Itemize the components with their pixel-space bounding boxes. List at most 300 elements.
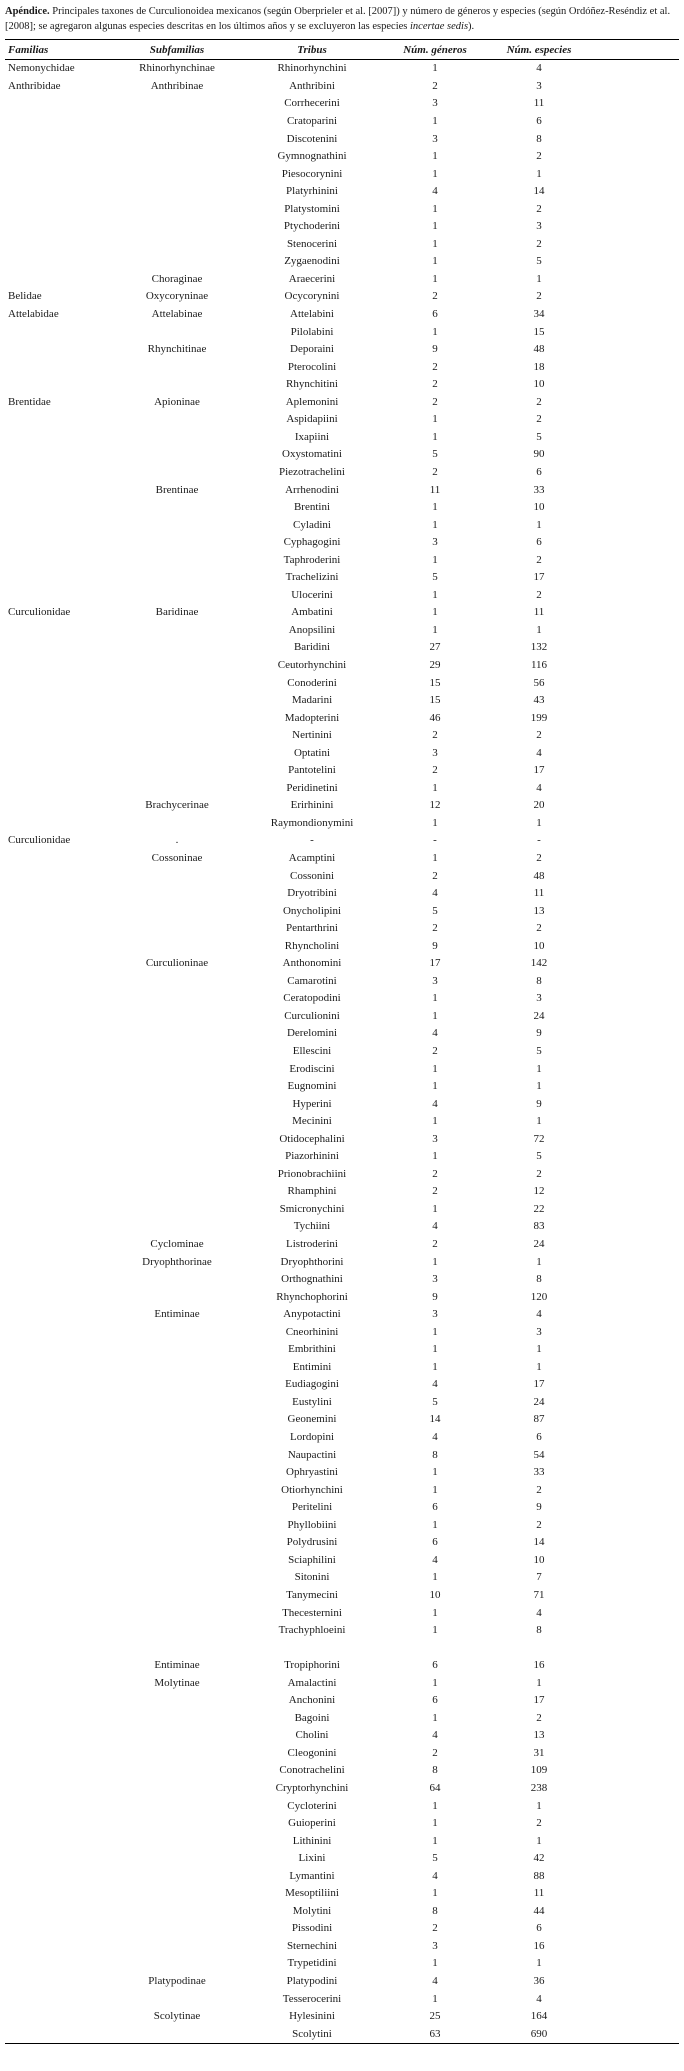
- cell-filler: [595, 797, 679, 815]
- cell-tribu: Geonemini: [287, 1413, 337, 1426]
- cell-familia: [5, 1710, 117, 1728]
- cell-num-generos: 6: [432, 1536, 438, 1549]
- caption-incertae-sedis: incertae sedis: [410, 20, 469, 32]
- cell-tribu: Pilolabini: [290, 325, 334, 338]
- cell-subfamilia: [117, 1850, 237, 1868]
- cell-familia: [5, 1043, 117, 1061]
- cell-familia: [5, 1868, 117, 1886]
- cell-subfamilia: [117, 166, 237, 184]
- cell-familia: Brentidae: [8, 395, 51, 408]
- cell-filler: [595, 832, 679, 850]
- cell-familia: Belidae: [8, 290, 42, 303]
- cell-tribu: Anypotactini: [283, 1308, 341, 1321]
- cell-subfamilia: [117, 1955, 237, 1973]
- cell-familia: [5, 710, 117, 728]
- cell-num-especies: 1: [536, 1115, 542, 1128]
- cell-filler: [595, 359, 679, 377]
- cell-filler: [595, 1429, 679, 1447]
- cell-subfamilia: [117, 429, 237, 447]
- cell-tribu: Araecerini: [288, 272, 336, 285]
- table-row: [5, 797, 679, 815]
- cell-num-generos: 1: [432, 1466, 438, 1479]
- cell-tribu: Scolytini: [292, 2027, 332, 2040]
- table-row: [5, 1973, 679, 1991]
- table-row: [5, 1324, 679, 1342]
- cell-familia: [5, 1131, 117, 1149]
- cell-subfamilia: [117, 1394, 237, 1412]
- cell-num-especies: 5: [536, 1045, 542, 1057]
- table-row: [5, 762, 679, 780]
- cell-tribu: Raymondionymini: [270, 816, 354, 829]
- cell-familia: [5, 148, 117, 166]
- cell-familia: [5, 1569, 117, 1587]
- cell-familia: [5, 1640, 117, 1658]
- table-row: [5, 446, 679, 464]
- cell-tribu: Trachyphloeini: [278, 1624, 346, 1637]
- table-row: [5, 1183, 679, 1201]
- cell-filler: [595, 762, 679, 780]
- cell-subfamilia: [117, 587, 237, 605]
- cell-num-especies: 1: [536, 1080, 542, 1093]
- cell-filler: [595, 1850, 679, 1868]
- table-row: [5, 973, 679, 991]
- table-row: [5, 376, 679, 394]
- cell-familia: [5, 1727, 117, 1745]
- cell-num-especies: 11: [533, 97, 545, 110]
- cell-num-generos: 2: [432, 1045, 438, 1057]
- table-row: [5, 183, 679, 201]
- cell-tribu: Lithinini: [292, 1834, 332, 1847]
- cell-subfamilia: Entiminae: [154, 1308, 200, 1321]
- cell-tribu: Platypodini: [286, 1974, 338, 1987]
- table-row: [5, 1411, 679, 1429]
- cell-filler: [595, 1991, 679, 2009]
- cell-subfamilia: [117, 1517, 237, 1535]
- cell-tribu: Aspidapiini: [286, 413, 338, 426]
- cell-subfamilia: [117, 131, 237, 149]
- cell-subfamilia: [117, 534, 237, 552]
- cell-filler: [595, 1464, 679, 1482]
- table-row: [5, 341, 679, 359]
- cell-num-especies: 2: [536, 729, 542, 742]
- cell-subfamilia: [117, 1482, 237, 1500]
- cell-num-generos: 6: [432, 308, 438, 321]
- cell-filler: [595, 446, 679, 464]
- cell-num-especies: 13: [533, 1729, 545, 1742]
- cell-num-especies: 24: [533, 1395, 545, 1408]
- cell-familia: [5, 868, 117, 886]
- cell-filler: [595, 938, 679, 956]
- cell-filler: [595, 1183, 679, 1201]
- cell-num-especies: 2: [536, 237, 542, 250]
- table-row: [5, 1271, 679, 1289]
- cell-familia: [5, 1657, 117, 1675]
- cell-filler: [595, 60, 679, 78]
- cell-subfamilia: [117, 218, 237, 236]
- cell-filler: [595, 1517, 679, 1535]
- cell-filler: [595, 288, 679, 306]
- cell-subfamilia: Curculioninae: [145, 957, 209, 970]
- table-row: [5, 1675, 679, 1693]
- cell-tribu: Anopsilini: [288, 623, 336, 636]
- table-row: [5, 1569, 679, 1587]
- cell-num-generos: 5: [432, 448, 438, 461]
- cell-filler: [595, 1411, 679, 1429]
- cell-filler: [595, 1920, 679, 1938]
- cell-subfamilia: [117, 1745, 237, 1763]
- cell-num-generos: 1: [432, 992, 438, 1005]
- table-row: [5, 1657, 679, 1675]
- cell-tribu: Tropiphorini: [284, 1659, 340, 1672]
- table-row: [5, 288, 679, 306]
- cell-tribu: Conoderini: [287, 676, 337, 689]
- table-row: [5, 306, 679, 324]
- cell-num-generos: 1: [432, 1606, 438, 1619]
- cell-tribu: Dryotribini: [287, 887, 337, 900]
- cell-num-generos: 4: [432, 1431, 438, 1444]
- cell-familia: [5, 1411, 117, 1429]
- cell-num-especies: 13: [533, 904, 545, 917]
- cell-subfamilia: Baridinae: [155, 606, 199, 619]
- cell-familia: [5, 1394, 117, 1412]
- cell-num-especies: [483, 1640, 595, 1658]
- cell-filler: [595, 1675, 679, 1693]
- cell-familia: [5, 534, 117, 552]
- cell-num-generos: 2: [432, 290, 438, 303]
- table-row: [5, 1376, 679, 1394]
- cell-subfamilia: [117, 1762, 237, 1780]
- table-row: [5, 1745, 679, 1763]
- table-row: [5, 359, 679, 377]
- table-row: [5, 1587, 679, 1605]
- cell-num-generos: 1: [432, 1676, 438, 1689]
- cell-tribu: Eugnomini: [287, 1080, 337, 1093]
- cell-num-generos: 1: [432, 1571, 438, 1584]
- table-row: [5, 1096, 679, 1114]
- cell-num-especies: 1: [536, 1799, 542, 1812]
- cell-subfamilia: .: [175, 834, 179, 847]
- cell-num-generos: 2: [432, 922, 438, 935]
- cell-subfamilia: [117, 324, 237, 342]
- cell-filler: [595, 569, 679, 587]
- cell-num-especies: 1: [536, 1062, 542, 1075]
- cell-filler: [595, 1569, 679, 1587]
- cell-subfamilia: [117, 920, 237, 938]
- cell-num-generos: 1: [432, 220, 438, 233]
- cell-num-especies: 2: [536, 202, 542, 215]
- cell-filler: [595, 1552, 679, 1570]
- table-row: [5, 920, 679, 938]
- cell-tribu: Peritelini: [291, 1501, 333, 1514]
- table-row: [5, 832, 679, 850]
- table-row: [5, 95, 679, 113]
- cell-num-especies: 17: [533, 571, 545, 584]
- cell-num-especies: 132: [530, 641, 548, 654]
- cell-tribu: Lixini: [298, 1852, 326, 1865]
- cell-num-generos: 3: [432, 974, 438, 987]
- cell-filler: [595, 675, 679, 693]
- cell-familia: [5, 1218, 117, 1236]
- cell-num-especies: 1: [536, 1676, 542, 1689]
- cell-filler: [595, 657, 679, 675]
- cell-filler: [595, 1534, 679, 1552]
- cell-subfamilia: Rhinorhynchinae: [139, 62, 215, 75]
- table-row: [5, 394, 679, 412]
- cell-subfamilia: [117, 1622, 237, 1640]
- cell-num-especies: 116: [530, 658, 548, 671]
- cell-tribu: Lymantini: [289, 1869, 335, 1882]
- cell-familia: [5, 1920, 117, 1938]
- cell-tribu: Ptychoderini: [283, 220, 341, 233]
- cell-tribu: Ocycorynini: [284, 290, 340, 303]
- cell-subfamilia: [117, 569, 237, 587]
- taxa-table: [5, 39, 679, 2044]
- cell-familia: [5, 1991, 117, 2009]
- cell-filler: [595, 1885, 679, 1903]
- cell-tribu: Oxystomatini: [282, 448, 342, 461]
- table-row: [5, 1517, 679, 1535]
- cell-filler: [595, 1306, 679, 1324]
- cell-tribu: Corrhecerini: [284, 97, 340, 110]
- cell-tribu: Tychiini: [293, 1220, 331, 1233]
- cell-num-generos: 1: [432, 150, 438, 163]
- cell-subfamilia: [117, 1938, 237, 1956]
- cell-num-especies: 2: [536, 1167, 542, 1180]
- cell-filler: [595, 1201, 679, 1219]
- table-row: [5, 1991, 679, 2009]
- cell-num-generos: 1: [432, 202, 438, 215]
- cell-familia: [5, 1692, 117, 1710]
- cell-filler: [595, 1640, 679, 1658]
- cell-num-generos: 5: [432, 1852, 438, 1865]
- cell-num-generos: 2: [432, 1167, 438, 1180]
- cell-num-especies: 31: [533, 1746, 545, 1759]
- cell-filler: [595, 517, 679, 535]
- cell-filler: [595, 1043, 679, 1061]
- cell-tribu: Baridini: [293, 641, 331, 654]
- cell-tribu: Ulocerini: [291, 588, 333, 601]
- table-row: [5, 727, 679, 745]
- cell-tribu: Madopterini: [284, 711, 340, 724]
- cell-familia: [5, 1429, 117, 1447]
- table-row: [5, 990, 679, 1008]
- cell-filler: [595, 1254, 679, 1272]
- cell-tribu: Ellescini: [292, 1045, 332, 1057]
- cell-num-especies: 56: [533, 676, 545, 689]
- cell-num-generos: 1: [432, 62, 438, 75]
- cell-familia: [5, 1885, 117, 1903]
- table-row: [5, 1166, 679, 1184]
- cell-num-generos: 1: [432, 430, 438, 443]
- cell-num-generos: 29: [429, 658, 441, 671]
- cell-tribu: Embrithini: [288, 1343, 336, 1356]
- cell-tribu: Rhyncholini: [284, 939, 340, 952]
- cell-num-generos: 1: [432, 1817, 438, 1830]
- cell-num-generos: 1: [432, 1150, 438, 1163]
- cell-tribu: Conotrachelini: [279, 1764, 345, 1777]
- cell-filler: [595, 218, 679, 236]
- cell-familia: [5, 376, 117, 394]
- cell-subfamilia: [117, 1078, 237, 1096]
- cell-familia: [5, 446, 117, 464]
- cell-familia: [5, 517, 117, 535]
- cell-subfamilia: [117, 517, 237, 535]
- cell-num-especies: 8: [536, 974, 542, 987]
- cell-filler: [595, 815, 679, 833]
- cell-filler: [595, 253, 679, 271]
- cell-tribu: Entimini: [292, 1360, 332, 1373]
- cell-num-generos: 1: [432, 1115, 438, 1128]
- cell-familia: [5, 499, 117, 517]
- cell-num-generos: 3: [432, 1939, 438, 1952]
- cell-num-especies: 1: [536, 518, 542, 531]
- cell-subfamilia: [117, 622, 237, 640]
- cell-filler: [595, 1955, 679, 1973]
- cell-num-especies: 2: [536, 553, 542, 566]
- cell-num-generos: 4: [432, 1027, 438, 1040]
- cell-tribu: Pantotelini: [288, 764, 336, 777]
- cell-num-generos: 1: [432, 1062, 438, 1075]
- cell-num-especies: 1: [536, 816, 542, 829]
- cell-subfamilia: [117, 1148, 237, 1166]
- cell-num-generos: 1: [432, 1518, 438, 1531]
- cell-familia: [5, 1148, 117, 1166]
- cell-tribu: Platystomini: [284, 202, 340, 215]
- cell-subfamilia: Dryophthorinae: [142, 1255, 212, 1268]
- cell-num-especies: 10: [533, 939, 545, 952]
- cell-num-generos: 4: [432, 1378, 438, 1391]
- table-row: [5, 850, 679, 868]
- cell-num-generos: 1: [432, 1957, 438, 1970]
- cell-tribu: Cryptorhynchini: [275, 1781, 349, 1794]
- cell-num-especies: 1: [536, 1957, 542, 1970]
- cell-num-especies: 33: [533, 1466, 545, 1479]
- cell-num-generos: 25: [429, 2010, 441, 2023]
- cell-num-especies: 6: [536, 1431, 542, 1444]
- cell-filler: [595, 1692, 679, 1710]
- cell-tribu: Dryophthorini: [280, 1255, 344, 1268]
- cell-familia: [5, 324, 117, 342]
- cell-familia: [5, 1025, 117, 1043]
- cell-filler: [595, 148, 679, 166]
- cell-tribu: Attelabini: [290, 308, 334, 321]
- cell-familia: [5, 113, 117, 131]
- cell-tribu: Platyrhinini: [286, 185, 338, 198]
- cell-subfamilia: [117, 1376, 237, 1394]
- cell-num-generos: 1: [432, 1255, 438, 1268]
- table-row: [5, 517, 679, 535]
- table-row: [5, 1464, 679, 1482]
- cell-num-generos: 4: [432, 1729, 438, 1742]
- table-row: [5, 1692, 679, 1710]
- cell-subfamilia: [117, 815, 237, 833]
- table-row: [5, 622, 679, 640]
- cell-num-especies: 17: [533, 1694, 545, 1707]
- cell-num-generos: 1: [432, 255, 438, 268]
- cell-num-generos: 1: [432, 606, 438, 619]
- cell-subfamilia: [117, 464, 237, 482]
- table-row: [5, 604, 679, 622]
- cell-filler: [595, 1938, 679, 1956]
- cell-num-generos: 2: [432, 360, 438, 373]
- cell-num-especies: 1: [536, 272, 542, 285]
- cell-subfamilia: [117, 446, 237, 464]
- cell-filler: [595, 1324, 679, 1342]
- cell-tribu: Cossonini: [289, 869, 334, 882]
- cell-familia: [5, 1341, 117, 1359]
- cell-familia: [5, 1675, 117, 1693]
- cell-familia: [5, 1482, 117, 1500]
- cell-filler: [595, 113, 679, 131]
- cell-familia: [5, 341, 117, 359]
- cell-num-especies: 4: [536, 746, 542, 759]
- cell-filler: [595, 850, 679, 868]
- cell-tribu: Cratoparini: [286, 115, 338, 128]
- cell-familia: [5, 1447, 117, 1465]
- cell-num-especies: 238: [530, 1781, 548, 1794]
- cell-num-especies: 14: [533, 185, 545, 198]
- cell-num-especies: 24: [533, 1238, 545, 1251]
- cell-tribu: Ixapiini: [294, 430, 330, 443]
- table-row: [5, 1920, 679, 1938]
- cell-subfamilia: Rhynchitinae: [147, 343, 207, 356]
- cell-filler: [595, 1236, 679, 1254]
- table-row: [5, 552, 679, 570]
- table-row: [5, 324, 679, 342]
- table-row: [5, 639, 679, 657]
- table-row: [5, 218, 679, 236]
- cell-familia: [5, 253, 117, 271]
- cell-num-especies: 11: [533, 1887, 545, 1900]
- cell-num-generos: 15: [429, 694, 441, 707]
- cell-num-generos: 1: [432, 115, 438, 128]
- cell-tribu: Lordopini: [290, 1431, 334, 1444]
- cell-subfamilia: [117, 692, 237, 710]
- cell-subfamilia: [117, 1096, 237, 1114]
- cell-filler: [595, 1148, 679, 1166]
- cell-tribu: Rhinorhynchini: [277, 62, 347, 75]
- cell-familia: [5, 727, 117, 745]
- column-header-subfamilias: Subfamilias: [117, 40, 237, 60]
- cell-num-especies: 1: [536, 1255, 542, 1268]
- cell-familia: [5, 920, 117, 938]
- cell-num-generos: 1: [432, 1799, 438, 1812]
- cell-num-generos: 63: [429, 2027, 441, 2040]
- cell-subfamilia: Brachycerinae: [145, 799, 209, 812]
- table-row: [5, 1868, 679, 1886]
- cell-subfamilia: [117, 1692, 237, 1710]
- cell-num-especies: 6: [536, 536, 542, 549]
- cell-subfamilia: [117, 710, 237, 728]
- cell-num-especies: 120: [530, 1290, 548, 1303]
- cell-filler: [595, 394, 679, 412]
- cell-filler: [595, 95, 679, 113]
- cell-num-especies: 48: [533, 343, 545, 356]
- cell-num-generos: 10: [429, 1588, 441, 1601]
- cell-num-generos: 1: [432, 1009, 438, 1022]
- cell-num-generos: 1: [432, 1343, 438, 1356]
- cell-filler: [595, 131, 679, 149]
- table-row: [5, 1622, 679, 1640]
- cell-num-generos: 2: [432, 1746, 438, 1759]
- cell-num-generos: 1: [432, 1624, 438, 1637]
- cell-num-especies: 690: [530, 2027, 548, 2040]
- cell-familia: [5, 1464, 117, 1482]
- cell-familia: [5, 2008, 117, 2026]
- cell-subfamilia: [117, 745, 237, 763]
- table-row: [5, 1359, 679, 1377]
- cell-filler: [595, 1798, 679, 1816]
